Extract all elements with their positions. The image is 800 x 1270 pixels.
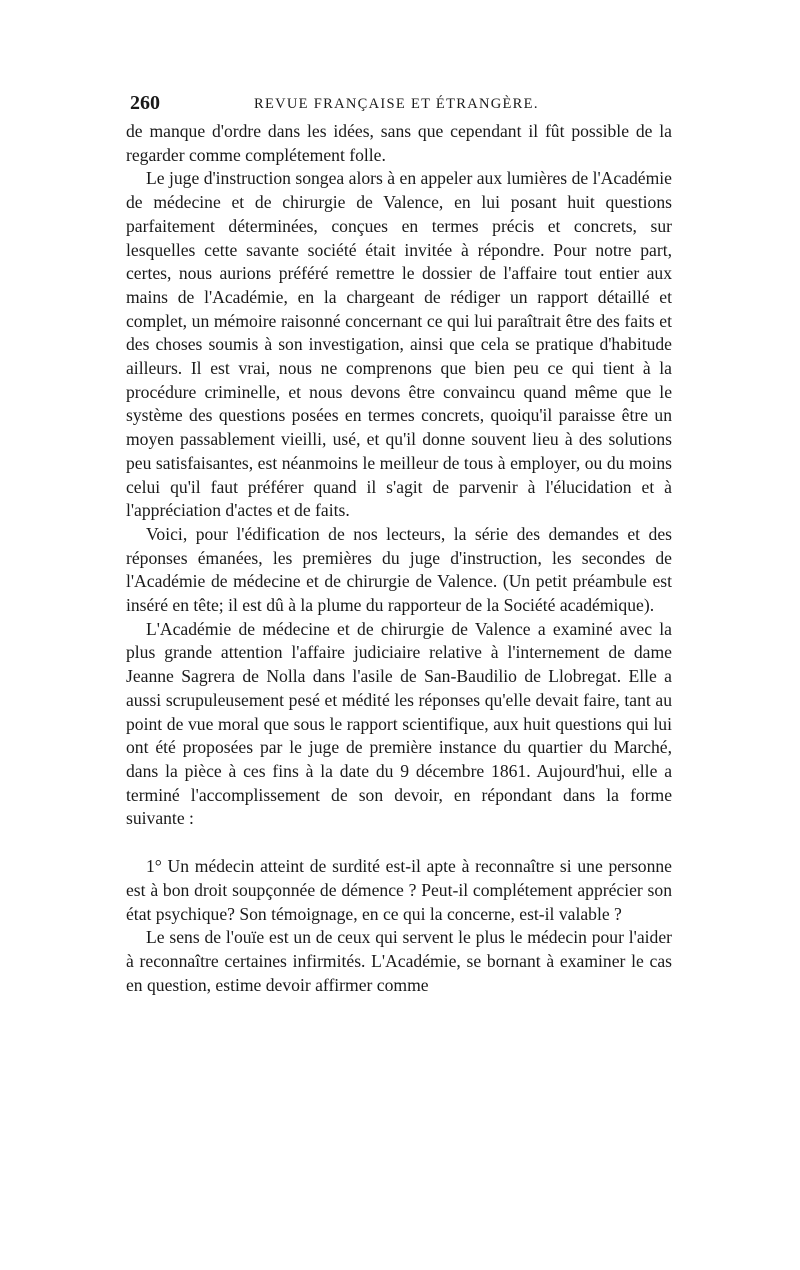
body-text	[126, 120, 672, 997]
paragraph: Voici, pour l'édification de nos lecteurs, la série des demandes et des réponses émanées, les premières du juge d'instruction, les secondes de l'Académie de médecine et de chirurgie de Valence. (Un petit préambule est inséré en tête; il est dû à la plume du rapporteur de la Société académique).	[126, 523, 672, 616]
running-title: REVUE FRANÇAISE ET ÉTRANGÈRE.	[254, 96, 539, 112]
paragraph: L'Académie de médecine et de chirurgie de Valence a examiné avec la plus grande attention l'affaire judiciaire relative à l'internement de dame Jeanne Sagrera de Nolla dans l'asile de San-Baudilio de Llobregat. Elle a aussi scrupuleusement pesé et médité les réponses qu'elle devait faire, tant au point de vue moral que sous le rapport scientifique, aux huit questions qui lui ont été proposées par le juge de première instance du quartier du Marché, dans la pièce à ces fins à la date du 9 décembre 1861. Aujourd'hui, elle a terminé l'accomplissement de son devoir, en répondant dans la forme suivante :	[126, 618, 672, 829]
question-paragraph: 1° Un médecin atteint de surdité est-il apte à reconnaître si une personne est à bon droit soupçonnée de démence ? Peut-il complétement apprécier son état psychique? Son témoignage, en ce qui la concerne, est-il valable ?	[126, 856, 672, 924]
paragraph: Le sens de l'ouïe est un de ceux qui servent le plus le médecin pour l'aider à reconnaître certaines infirmités. L'Académie, se bornant à examiner le cas en question, estime devoir affirmer comme	[126, 927, 672, 995]
paragraph: de manque d'ordre dans les idées, sans que cependant il fût possible de la regarder comme complétement folle.	[126, 121, 672, 165]
book-page	[126, 92, 672, 997]
page-number: 260	[130, 92, 160, 114]
running-head	[126, 92, 672, 120]
paragraph: Le juge d'instruction songea alors à en appeler aux lumières de l'Académie de médecine et de chirurgie de Valence, en lui posant huit questions parfaitement déterminées, conçues en termes précis et concrets, sur lesquelles cette savante société était invitée à répondre. Pour notre part, certes, nous aurions préféré remettre le dossier de l'affaire tout entier aux mains de l'Académie, en la chargeant de rédiger un rapport détaillé et complet, un mémoire raisonné concernant ce qui lui paraîtrait être des faits et des choses soumis à son investigation, ainsi que cela se pratique d'habitude ailleurs. Il est vrai, nous ne comprenons que bien peu ce qui tient à la procédure criminelle, et nous devons être convaincu quand même que le système des questions posées en termes concrets, quoiqu'il paraisse être un moyen passablement vieilli, usé, et qu'il donne souvent lieu à des solutions peu satisfaisantes, est néanmoins le meilleur de tous à employer, ou du moins celui qu'il faut préférer quand il s'agit de parvenir à l'élucidation et à l'appréciation d'actes et de faits.	[126, 168, 672, 521]
